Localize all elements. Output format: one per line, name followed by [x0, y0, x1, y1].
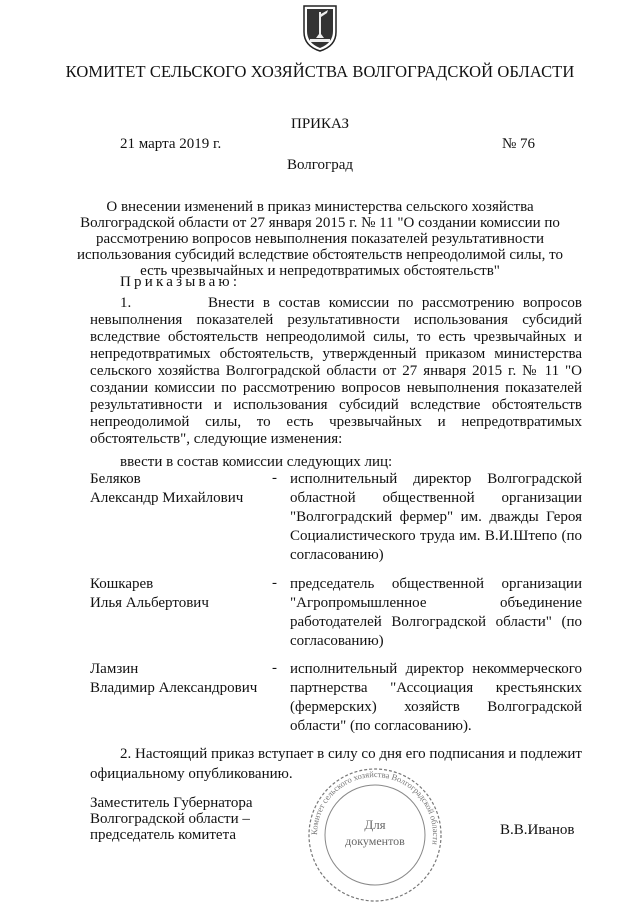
order-word: Приказываю:: [120, 274, 241, 290]
paragraph-1-number: 1.: [120, 295, 132, 311]
member-2-name: [90, 575, 209, 613]
order-number: № 76: [501, 136, 535, 152]
member-3-name: [90, 660, 257, 698]
member-3-role: исполнительный директор некоммерческого партнерства "Ассоциация крестьянских (фермерских) хозяйств Волгоградской области" (по согласованию).: [290, 661, 582, 734]
signatory-position: [90, 795, 253, 843]
committee-title: КОМИТЕТ СЕЛЬСКОГО ХОЗЯЙСТВА ВОЛГОГРАДСКОЙ ОБЛАСТИ: [65, 62, 575, 81]
paragraph-2: 2. Настоящий приказ вступает в силу со дня его подписания и подлежит официальному опубликованию.: [90, 746, 582, 782]
coat-of-arms-icon: [300, 4, 340, 52]
signatory-line-3: председатель комитета: [90, 827, 236, 843]
stamp-line-2: документов: [345, 834, 405, 848]
member-2-surname: Кошкарев: [90, 576, 154, 592]
order-city: Волгоград: [286, 157, 353, 173]
member-3-surname: Ламзин: [90, 661, 139, 677]
lead-in-text: ввести в состав комиссии следующих лиц:: [120, 454, 393, 470]
member-1-dash: -: [272, 470, 277, 486]
order-subject: О внесении изменений в приказ министерства сельского хозяйства Волгоградской области от 27 января 2015 г. № 11 "О создании комиссии по рассмотрению вопросов невыполнения показателей результативности использования субсидий вследствие обстоятельств непреодолимой силы, то есть чрезвычайных и непредотвратимых обстоятельств": [76, 199, 563, 279]
member-1-name: [90, 470, 243, 508]
member-2-given: Илья Альбертович: [90, 595, 209, 611]
order-date: 21 марта 2019 г.: [120, 136, 222, 152]
stamp-line-1: Для: [364, 817, 386, 832]
stamp-ring-text: Комитет сельского хозяйства Волгоградской области: [308, 768, 442, 846]
document-type: ПРИКАЗ: [291, 116, 349, 132]
official-stamp: [300, 765, 450, 905]
member-2-dash: -: [272, 575, 277, 591]
paragraph-1-text: Внести в состав комиссии по рассмотрению вопросов невыполнения показателей результативности использования субсидий вследствие обстоятельств непреодолимой силы, то есть чрезвычайных и непредотвратимых обстоятельств, утвержденный приказом министерства сельского хозяйства Волгоградской области от 27 января 2015 г. № 11 "О создании комиссии по рассмотрению вопросов невыполнения показателей результативности и использования субсидий вследствие обстоятельств непреодолимой силы, то есть чрезвычайных и непредотвратимых обстоятельств", следующие изменения:: [90, 295, 582, 447]
signatory-line-2: Волгоградской области –: [90, 811, 250, 827]
member-1-given: Александр Михайлович: [90, 490, 244, 506]
member-1-surname: Беляков: [90, 471, 141, 487]
member-3-given: Владимир Александрович: [90, 680, 258, 696]
signatory-name: В.В.Иванов: [500, 822, 575, 838]
member-3-dash: -: [272, 660, 277, 676]
member-2-role: председатель общественной организации "Агропромышленное объединение работодателей Волгоградской области" (по согласованию): [290, 576, 582, 649]
signatory-line-1: Заместитель Губернатора: [90, 795, 253, 811]
member-1-role: исполнительный директор Волгоградской областной общественной организации "Волгоградский фермер" им. дважды Героя Социалистического труда им. В.И.Штепо (по согласованию): [290, 471, 582, 563]
paragraph-1: [90, 295, 582, 448]
